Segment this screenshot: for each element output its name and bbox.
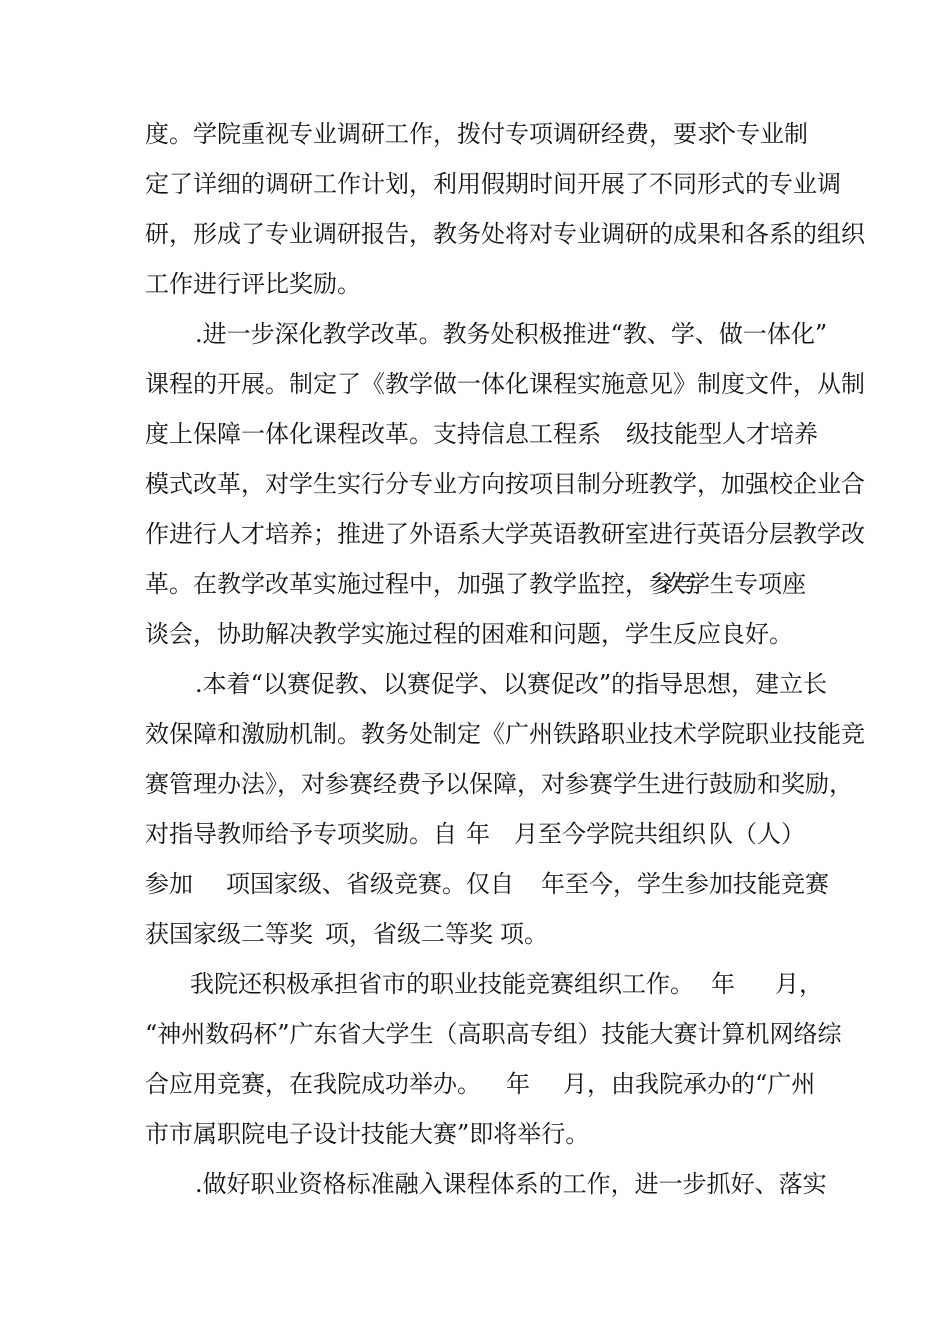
text-segment: 项国家级、省级竞赛。仅自: [226, 870, 514, 898]
text-line: [0, 1164, 950, 1204]
text-segment: 次学生专项座: [662, 570, 806, 598]
text-line: [0, 664, 950, 704]
text-line: [0, 914, 950, 954]
text-segment: 我院还积极承担省市的职业技能竞赛组织工作。: [190, 970, 694, 998]
text-line: [0, 514, 950, 554]
text-line: [0, 414, 950, 454]
text-segment: 度。学院重视专业调研工作，拨付专项调研经费，要求: [145, 120, 721, 148]
text-line: [0, 114, 950, 154]
text-segment: 个专业制: [712, 120, 808, 148]
text-segment: 年: [466, 820, 490, 848]
text-line: [0, 364, 950, 404]
text-segment: .本着“以赛促教、以赛促学、以赛促改”的指导思想，建立长: [195, 670, 828, 698]
text-line: [0, 1064, 950, 1104]
text-segment: .进一步深化教学改革。教务处积极推进“教、学、做一体化”: [195, 320, 828, 348]
text-line: [0, 764, 950, 804]
text-line: [0, 1014, 950, 1054]
text-segment: 级技能型人才培养: [626, 420, 818, 448]
text-line: [0, 314, 950, 354]
text-line: [0, 214, 950, 254]
text-line: [0, 164, 950, 204]
text-segment: 年: [711, 970, 735, 998]
text-segment: 年至今，学生参加技能竞赛: [541, 870, 829, 898]
text-segment: 项。: [500, 920, 548, 948]
text-segment: 对指导教师给予专项奖励。自: [145, 820, 457, 848]
text-line: [0, 564, 950, 604]
text-line: [0, 614, 950, 654]
text-segment: 革。在教学改革实施过程中，加强了教学监控，参与: [145, 570, 697, 598]
text-segment: “神州数码杯”广东省大学生（高职高专组）技能大赛计算机网络综: [145, 1020, 842, 1048]
text-line: [0, 814, 950, 854]
text-segment: 项，省级二等奖: [325, 920, 493, 948]
text-segment: 研，形成了专业调研报告，教务处将对专业调研的成果和各系的组织: [145, 220, 865, 248]
text-line: [0, 964, 950, 1004]
text-line: [0, 864, 950, 904]
text-segment: 月，由我院承办的“广州: [563, 1070, 816, 1098]
text-segment: 定了详细的调研工作计划，利用假期时间开展了不同形式的专业调: [145, 170, 841, 198]
text-line: [0, 264, 950, 304]
text-segment: 月，: [775, 970, 823, 998]
text-segment: 赛管理办法》，对参赛经费予以保障，对参赛学生进行鼓励和奖励，: [145, 770, 853, 798]
text-line: [0, 1114, 950, 1154]
text-line: [0, 714, 950, 754]
text-segment: 谈会，协助解决教学实施过程的困难和问题，学生反应良好。: [145, 620, 793, 648]
text-segment: 市市属职院电子设计技能大赛”即将举行。: [145, 1120, 590, 1148]
text-segment: 月至今学院共组织: [514, 820, 706, 848]
text-segment: .做好职业资格标准融入课程体系的工作，进一步抓好、落实: [195, 1170, 827, 1198]
text-segment: 课程的开展。制定了《教学做一体化课程实施意见》制度文件，从制: [145, 370, 865, 398]
text-segment: 模式改革，对学生实行分专业方向按项目制分班教学，加强校企业合: [145, 470, 865, 498]
text-segment: 获国家级二等奖: [145, 920, 313, 948]
text-segment: 年: [506, 1070, 530, 1098]
text-line: [0, 464, 950, 504]
text-segment: 效保障和激励机制。教务处制定《广州铁路职业技术学院职业技能竞: [145, 720, 865, 748]
text-segment: 度上保障一体化课程改革。支持信息工程系: [145, 420, 601, 448]
text-segment: 合应用竞赛，在我院成功举办。: [145, 1070, 481, 1098]
text-segment: 队（人）: [709, 820, 805, 848]
text-segment: 工作进行评比奖励。: [145, 270, 361, 298]
text-segment: 参加: [145, 870, 193, 898]
text-segment: 作进行人才培养；推进了外语系大学英语教研室进行英语分层教学改: [145, 520, 865, 548]
